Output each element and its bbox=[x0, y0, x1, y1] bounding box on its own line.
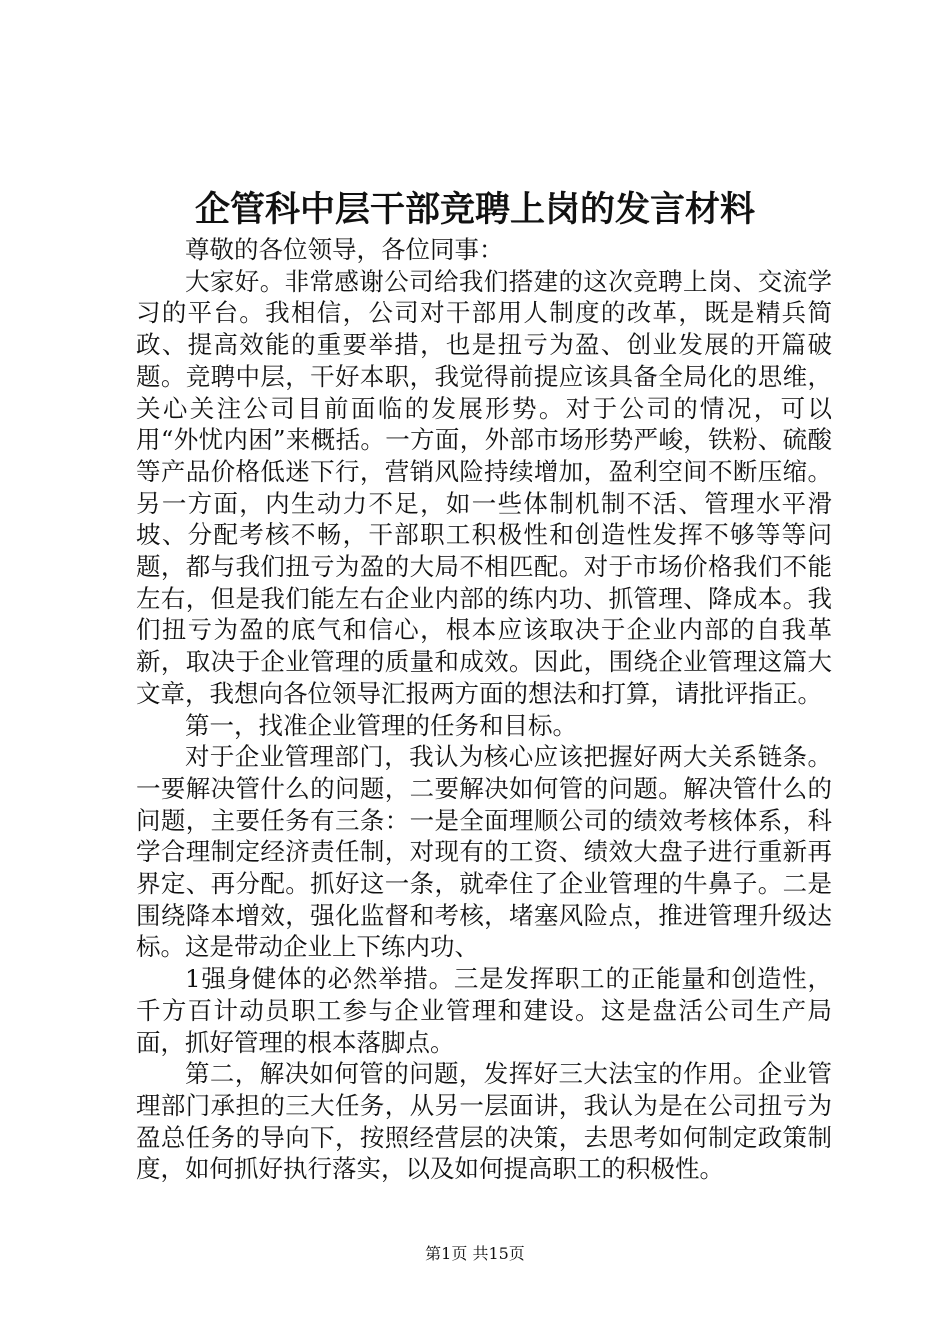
section-heading-paragraph: 第一，找准企业管理的任务和目标。 bbox=[185, 710, 577, 740]
salutation-paragraph: 尊敬的各位领导，各位同事： bbox=[185, 235, 504, 264]
document-body bbox=[136, 234, 832, 1185]
body-paragraph: 1强身健体的必然举措。三是发挥职工的正能量和创造性，千方百计动员职工参与企业管理和建设。这是盘活公司生产局面，抓好管理的根本落脚点。 bbox=[136, 964, 832, 1057]
body-paragraph: 对于企业管理部门，我认为核心应该把握好两大关系链条。一要解决管什么的问题，二要解决如何管的问题。解决管什么的问题，主要任务有三条：一是全面理顺公司的绩效考核体系，科学合理制定经济责任制，对现有的工资、绩效大盘子进行重新再界定、再分配。抓好这一条，就牵住了企业管理的牛鼻子。二是围绕降本增效，强化监督和考核，堵塞风险点，推进管理升级达标。这是带动企业上下练内功、 bbox=[136, 742, 832, 962]
body-paragraph: 大家好。非常感谢公司给我们搭建的这次竞聘上岗、交流学习的平台。我相信，公司对干部用人制度的改革，既是精兵简政、提高效能的重要举措，也是扭亏为盈、创业发展的开篇破题。竞聘中层，干好本职，我觉得前提应该具备全局化的思维，关心关注公司目前面临的发展形势。对于公司的情况，可以用“外忧内困”来概括。一方面，外部市场形势严峻，铁粉、硫酸等产品价格低迷下行，营销风险持续增加，盈利空间不断压缩。另一方面，内生动力不足，如一些体制机制不活、管理水平滑坡、分配考核不畅，干部职工积极性和创造性发挥不够等等问题，都与我们扭亏为盈的大局不相匹配。对于市场价格我们不能左右，但是我们能左右企业内部的练内功、抓管理、降成本。我们扭亏为盈的底气和信心，根本应该取决于企业内部的自我革新，取决于企业管理的质量和成效。因此，围绕企业管理这篇大文章，我想向各位领导汇报两方面的想法和打算，请批评指正。 bbox=[136, 266, 832, 708]
body-paragraph: 第二，解决如何管的问题，发挥好三大法宝的作用。企业管理部门承担的三大任务，从另一层面讲，我认为是在公司扭亏为盈总任务的导向下，按照经营层的决策，去思考如何制定政策制度，如何抓好执行落实，以及如何提高职工的积极性。 bbox=[136, 1059, 832, 1184]
document-title: 企管科中层干部竞聘上岗的发言材料 bbox=[194, 189, 755, 230]
page-footer: 第1页 共15页 bbox=[425, 1244, 525, 1263]
